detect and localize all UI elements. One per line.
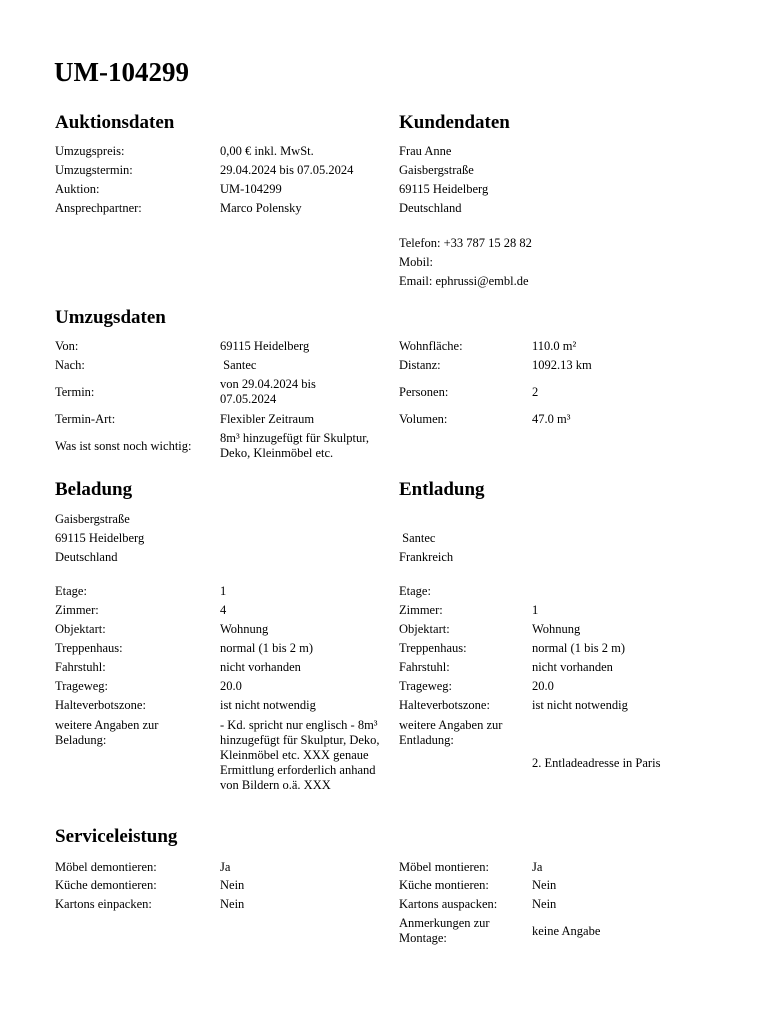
umzugstermin-label: Umzugstermin: — [55, 163, 133, 177]
entladung-weitere-label: weitere Angaben zur Entladung: — [399, 718, 503, 747]
nach-label: Nach: — [55, 358, 85, 372]
beladung-weitere-value: - Kd. spricht nur englisch - 8m³ hinzugefügt für Skulptur, Deko, Kleinmöbel etc. XXX genaue Ermittlung erforderlich anhand von Bildern o.ä. XXX — [220, 718, 380, 792]
entladung-objektart-value: Wohnung — [532, 622, 581, 636]
von-label: Von: — [55, 339, 79, 353]
kunde-mobil: Mobil: — [399, 255, 434, 269]
kartons-einpacken-value: Nein — [220, 897, 245, 911]
anmerkungen-montage-value: keine Angabe — [532, 924, 601, 938]
page-title: UM-104299 — [54, 57, 189, 87]
moebel-montieren-label: Möbel montieren: — [399, 860, 489, 874]
entladung-etage-label: Etage: — [399, 584, 431, 598]
termin-value: von 29.04.2024 bis 07.05.2024 — [220, 377, 316, 406]
auktion-value: UM-104299 — [220, 182, 282, 196]
entladung-fahrstuhl-label: Fahrstuhl: — [399, 660, 450, 674]
kartons-einpacken-label: Kartons einpacken: — [55, 897, 152, 911]
beladung-treppenhaus-value: normal (1 bis 2 m) — [220, 641, 314, 655]
distanz-label: Distanz: — [399, 358, 441, 372]
entladung-treppenhaus-value: normal (1 bis 2 m) — [532, 641, 626, 655]
entladung-halteverbot-label: Halteverbotszone: — [399, 698, 490, 712]
entladung-objektart-label: Objektart: — [399, 622, 450, 636]
ansprechpartner-value: Marco Polensky — [220, 201, 302, 215]
umzugspreis-value: 0,00 € inkl. MwSt. — [220, 144, 314, 158]
kunde-name: Frau Anne — [399, 144, 452, 158]
kartons-auspacken-value: Nein — [532, 897, 557, 911]
entladung-zimmer-value: 1 — [532, 603, 539, 617]
ansprechpartner-label: Ansprechpartner: — [55, 201, 142, 215]
beladung-heading: Beladung — [55, 479, 133, 500]
entladung-country: Frankreich — [399, 550, 454, 564]
kunde-telefon: Telefon: +33 787 15 28 82 — [399, 236, 532, 250]
beladung-halteverbot-value: ist nicht notwendig — [220, 698, 316, 712]
kueche-montieren-value: Nein — [532, 878, 557, 892]
kunde-country: Deutschland — [399, 201, 462, 215]
entladung-heading: Entladung — [399, 479, 485, 500]
beladung-halteverbot-label: Halteverbotszone: — [55, 698, 146, 712]
personen-label: Personen: — [399, 385, 449, 399]
kartons-auspacken-label: Kartons auspacken: — [399, 897, 498, 911]
umzugsdaten-heading: Umzugsdaten — [55, 307, 166, 328]
personen-value: 2 — [532, 385, 539, 399]
distanz-value: 1092.13 km — [532, 358, 592, 372]
kueche-demontieren-label: Küche demontieren: — [55, 878, 157, 892]
kundendaten-heading: Kundendaten — [399, 112, 510, 133]
kunde-city: 69115 Heidelberg — [399, 182, 489, 196]
beladung-street: Gaisbergstraße — [55, 512, 130, 526]
wohnflaeche-label: Wohnfläche: — [399, 339, 463, 353]
beladung-weitere-label: weitere Angaben zur Beladung: — [55, 718, 159, 747]
entladung-trageweg-value: 20.0 — [532, 679, 554, 693]
moebel-demontieren-value: Ja — [220, 860, 231, 874]
beladung-trageweg-value: 20.0 — [220, 679, 242, 693]
kueche-demontieren-value: Nein — [220, 878, 245, 892]
volumen-label: Volumen: — [399, 412, 448, 426]
kunde-email: Email: ephrussi@embl.de — [399, 274, 529, 288]
entladung-trageweg-label: Trageweg: — [399, 679, 453, 693]
beladung-fahrstuhl-label: Fahrstuhl: — [55, 660, 106, 674]
moebel-montieren-value: Ja — [532, 860, 543, 874]
wohnflaeche-value: 110.0 m² — [532, 339, 577, 353]
von-value: 69115 Heidelberg — [220, 339, 310, 353]
umzugstermin-value: 29.04.2024 bis 07.05.2024 — [220, 163, 354, 177]
beladung-country: Deutschland — [55, 550, 118, 564]
beladung-objektart-label: Objektart: — [55, 622, 106, 636]
termin-label: Termin: — [55, 385, 95, 399]
beladung-treppenhaus-label: Treppenhaus: — [55, 641, 123, 655]
entladung-city: Santec — [399, 531, 436, 545]
nach-value: Santec — [220, 358, 257, 372]
beladung-fahrstuhl-value: nicht vorhanden — [220, 660, 301, 674]
termin-art-value: Flexibler Zeitraum — [220, 412, 315, 426]
wichtig-label: Was ist sonst noch wichtig: — [55, 439, 192, 453]
auktionsdaten-heading: Auktionsdaten — [55, 112, 175, 133]
entladung-weitere-value: 2. Entladeadresse in Paris — [532, 756, 661, 770]
entladung-fahrstuhl-value: nicht vorhanden — [532, 660, 613, 674]
kueche-montieren-label: Küche montieren: — [399, 878, 489, 892]
moebel-demontieren-label: Möbel demontieren: — [55, 860, 157, 874]
beladung-zimmer-label: Zimmer: — [55, 603, 99, 617]
beladung-city: 69115 Heidelberg — [55, 531, 145, 545]
anmerkungen-montage-label: Anmerkungen zur Montage: — [399, 916, 490, 945]
beladung-zimmer-value: 4 — [220, 603, 227, 617]
auktion-label: Auktion: — [55, 182, 100, 196]
termin-art-label: Termin-Art: — [55, 412, 116, 426]
entladung-treppenhaus-label: Treppenhaus: — [399, 641, 467, 655]
entladung-zimmer-label: Zimmer: — [399, 603, 443, 617]
entladung-halteverbot-value: ist nicht notwendig — [532, 698, 628, 712]
volumen-value: 47.0 m³ — [532, 412, 571, 426]
wichtig-value: 8m³ hinzugefügt für Skulptur, Deko, Kleinmöbel etc. — [220, 431, 370, 460]
beladung-trageweg-label: Trageweg: — [55, 679, 109, 693]
beladung-etage-value: 1 — [220, 584, 227, 598]
kunde-street: Gaisbergstraße — [399, 163, 474, 177]
beladung-objektart-value: Wohnung — [220, 622, 269, 636]
serviceleistung-heading: Serviceleistung — [55, 826, 178, 847]
beladung-etage-label: Etage: — [55, 584, 87, 598]
umzugspreis-label: Umzugspreis: — [55, 144, 125, 158]
